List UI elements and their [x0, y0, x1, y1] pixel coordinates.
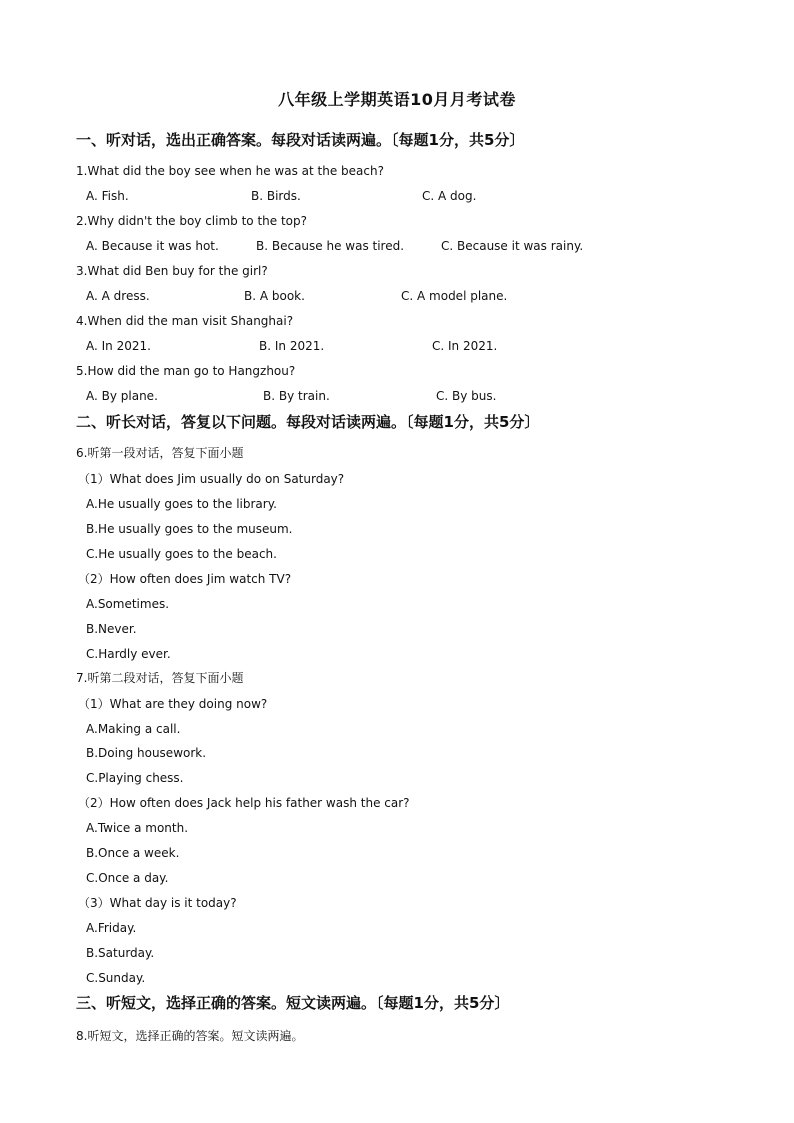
q2-option-a: A. Because it was hot. [86, 239, 219, 253]
page-title: 八年级上学期英语10月月考试卷 [278, 90, 516, 109]
question-8: 8.听短文，选择正确的答案。短文读两遍。 [76, 1029, 304, 1043]
q7-sub-2-option-a: A.Twice a month. [86, 821, 189, 835]
q7-sub-2-option-b: B.Once a week. [86, 846, 180, 860]
q7-sub-1: （1）What are they doing now? [78, 697, 268, 711]
q6-sub-1-option-b: B.He usually goes to the museum. [86, 522, 293, 536]
q4-option-b: B. In 2021. [259, 339, 325, 353]
q5-option-c: C. By bus. [436, 389, 497, 403]
q7-sub-2-option-c: C.Once a day. [86, 871, 169, 885]
question-4: 4.When did the man visit Shanghai? [76, 314, 294, 328]
q7-sub-1-option-c: C.Playing chess. [86, 771, 184, 785]
question-3: 3.What did Ben buy for the girl? [76, 264, 268, 278]
q7-sub-3: （3）What day is it today? [78, 896, 237, 910]
q1-option-c: C. A dog. [422, 189, 477, 203]
q3-option-a: A. A dress. [86, 289, 150, 303]
question-7: 7.听第二段对话，答复下面小题 [76, 671, 244, 685]
q7-sub-2: （2）How often does Jack help his father wash the car? [78, 796, 410, 810]
q6-sub-2-option-a: A.Sometimes. [86, 597, 170, 611]
q7-sub-3-option-b: B.Saturday. [86, 946, 155, 960]
q7-sub-3-option-c: C.Sunday. [86, 971, 146, 985]
q3-option-c: C. A model plane. [401, 289, 508, 303]
q5-option-b: B. By train. [263, 389, 330, 403]
q7-sub-1-option-b: B.Doing housework. [86, 746, 207, 760]
question-5: 5.How did the man go to Hangzhou? [76, 364, 296, 378]
q2-option-b: B. Because he was tired. [256, 239, 405, 253]
q6-sub-1: （1）What does Jim usually do on Saturday? [78, 472, 345, 486]
q6-sub-1-option-a: A.He usually goes to the library. [86, 497, 277, 511]
q6-sub-2-option-b: B.Never. [86, 622, 137, 636]
q6-sub-2: （2）How often does Jim watch TV? [78, 572, 292, 586]
q1-option-b: B. Birds. [251, 189, 301, 203]
q7-sub-1-option-a: A.Making a call. [86, 722, 181, 736]
q7-sub-3-option-a: A.Friday. [86, 921, 137, 935]
section-1-heading: 一、听对话，选出正确答案。每段对话读两遍。〔每题1分，共5分〕 [76, 131, 525, 149]
q6-sub-1-option-c: C.He usually goes to the beach. [86, 547, 277, 561]
q6-sub-2-option-c: C.Hardly ever. [86, 647, 171, 661]
question-6: 6.听第一段对话，答复下面小题 [76, 446, 244, 460]
q4-option-a: A. In 2021. [86, 339, 151, 353]
q2-option-c: C. Because it was rainy. [441, 239, 584, 253]
q3-option-b: B. A book. [244, 289, 305, 303]
q5-option-a: A. By plane. [86, 389, 158, 403]
q1-option-a: A. Fish. [86, 189, 129, 203]
question-1: 1.What did the boy see when he was at the beach? [76, 164, 384, 178]
section-3-heading: 三、听短文，选择正确的答案。短文读两遍。〔每题1分，共5分〕 [76, 994, 510, 1012]
section-2-heading: 二、听长对话，答复以下问题。每段对话读两遍。〔每题1分，共5分〕 [76, 413, 540, 431]
q4-option-c: C. In 2021. [432, 339, 498, 353]
question-2: 2.Why didn't the boy climb to the top? [76, 214, 307, 228]
